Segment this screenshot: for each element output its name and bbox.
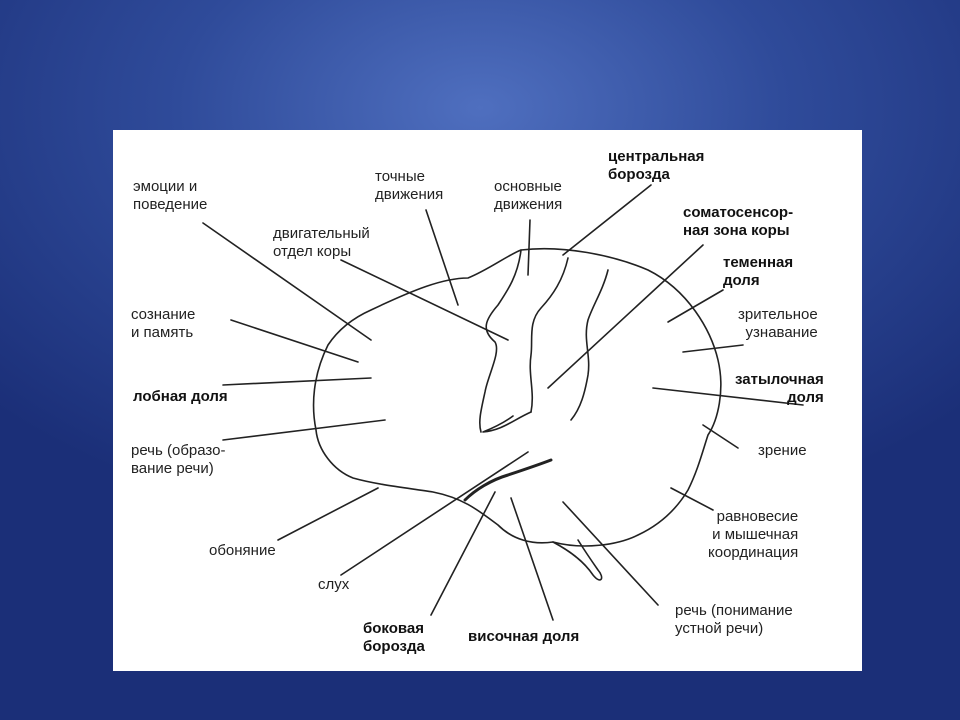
label-lateral-sulcus: боковая борозда xyxy=(363,620,425,655)
parietal-fold xyxy=(571,270,608,420)
leader-hearing xyxy=(341,452,528,575)
label-consciousness: сознание и память xyxy=(131,306,196,341)
label-central-sulcus: центральная борозда xyxy=(608,148,705,183)
leader-motor-cortex xyxy=(341,260,508,340)
postcentral-fold xyxy=(530,258,568,412)
brain-contour xyxy=(314,249,721,546)
label-temporal-lobe: височная доля xyxy=(468,628,580,645)
leader-frontal xyxy=(223,378,371,385)
label-somatosensory: соматосенсор- ная зона коры xyxy=(683,204,794,239)
label-occipital-lobe: затылочная доля xyxy=(735,371,824,406)
label-balance: равновесие и мышечная координация xyxy=(708,508,799,561)
label-speech-understanding: речь (понимание устной речи) xyxy=(675,602,793,637)
label-visual-recognition: зрительное узнавание xyxy=(738,306,818,341)
leader-consciousness xyxy=(231,320,358,362)
label-vision: зрение xyxy=(758,442,807,459)
label-frontal-lobe: лобная доля xyxy=(133,388,228,405)
leader-visual-recognition xyxy=(683,345,743,352)
label-smell: обоняние xyxy=(209,542,276,559)
label-speech-production: речь (образо- вание речи) xyxy=(131,442,226,477)
label-precise-movements: точные движения xyxy=(375,168,444,203)
precentral-fold xyxy=(483,412,531,432)
leader-lateral-sulcus xyxy=(431,492,495,615)
leader-speech-understanding xyxy=(563,502,658,605)
leader-temporal xyxy=(511,498,553,620)
leader-precise-movements xyxy=(426,210,458,305)
diagram-panel xyxy=(113,130,862,671)
leader-balance xyxy=(671,488,713,510)
leader-parietal xyxy=(668,290,723,322)
leader-basic-movements xyxy=(528,220,530,275)
central-sulcus-line xyxy=(480,250,521,432)
label-motor-cortex: двигательный отдел коры xyxy=(273,225,370,260)
leader-speech-production xyxy=(223,420,385,440)
label-emotions: эмоции и поведение xyxy=(133,178,208,213)
leader-smell xyxy=(278,488,378,540)
label-hearing: слух xyxy=(318,576,350,593)
leader-central-sulcus xyxy=(563,185,651,255)
label-basic-movements: основные движения xyxy=(494,178,563,213)
leader-somatosensory xyxy=(548,245,703,388)
label-parietal-lobe: теменная доля xyxy=(723,254,794,289)
